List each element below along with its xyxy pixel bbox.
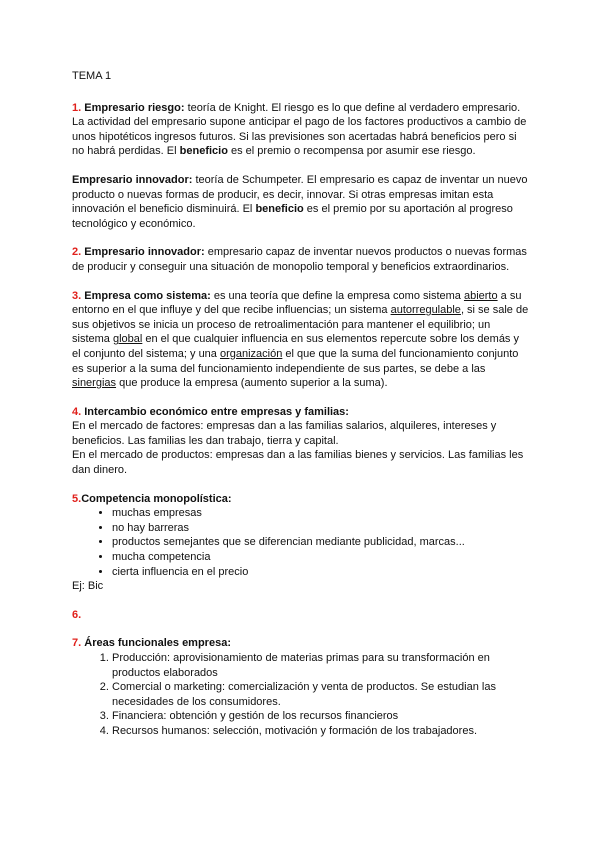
section-5-example: Ej: Bic <box>72 580 104 593</box>
section-4-heading-line <box>72 405 530 420</box>
section-6-heading-line <box>72 608 530 623</box>
section-7 <box>72 636 530 738</box>
section-1-heading: Empresario riesgo: <box>84 101 185 114</box>
section-7-heading-line <box>72 636 530 651</box>
section-5 <box>72 492 530 594</box>
section-3-text-4: en el que cualquier influencia en sus elementos repercute sobre los demás y el conjunto del sistema; y una <box>72 333 519 360</box>
section-7-heading: Áreas funcionales empresa: <box>84 637 231 650</box>
bullet-item: • productos semejantes que se diferencian mediante publicidad, marcas... <box>112 535 530 550</box>
numbered-item: 3. Financiera: obtención y gestión de los recursos financieros <box>112 709 530 724</box>
bullet-item: • muchas empresas <box>112 506 530 521</box>
document-title: TEMA 1 <box>72 70 112 82</box>
section-6-number: 6. <box>72 608 82 621</box>
section-3-text-5: el que que la suma del funcionamiento conjunto es superior a la suma del funcionamiento independiente de sus partes, se debe a las <box>72 347 519 375</box>
section-2-paragraph <box>72 245 530 274</box>
section-3-text-2: a su entorno en el que influye y del que recibe influencias; un sistema <box>72 289 522 317</box>
section-5-heading: Competencia monopolística: <box>81 492 232 505</box>
section-3-text-6: que produce la empresa (aumento superior a la suma). <box>116 377 388 390</box>
section-1b-paragraph <box>72 173 530 231</box>
bullet-item: • cierta influencia en el precio <box>112 565 530 580</box>
section-1b-text-a: teoría de Schumpeter. El empresario es capaz de inventar un nuevo producto o nuevas formas de producir, es decir, innovar. Si otras empresas imitan esta innovación el beneficio disminuirá. El <box>72 173 528 216</box>
numbered-item: 1. Producción: aprovisionamiento de materias primas para su transformación en productos elaborados <box>112 651 530 680</box>
section-4-line-1: En el mercado de factores: empresas dan a las familias salarios, alquileres, intereses y beneficios. Las familias les dan trabajo, tierra y capital. <box>72 420 497 447</box>
section-1-text-a: teoría de Knight. El riesgo es lo que define al verdadero empresario. La actividad del empresario supone anticipar el pago de los factores productivos a cambio de unos hipotéticos ingresos futuros. Si las previsiones son acertadas habrá beneficios pero si no habrá perdidas. El <box>72 101 527 158</box>
section-3-underline-4: organización <box>219 347 283 360</box>
section-2-text: empresario capaz de inventar nuevos productos o nuevas formas de producir y conseguir una situación de monopolio temporal y beneficios extraordinarios. <box>72 246 527 273</box>
section-1b-heading: Empresario innovador: <box>72 173 193 186</box>
section-3-paragraph <box>72 289 530 391</box>
section-5-bullet-list <box>72 506 530 579</box>
section-3-underline-2: autorregulable <box>390 304 461 317</box>
section-2-number: 2. <box>72 246 82 259</box>
section-3-number: 3. <box>72 289 82 302</box>
bullet-item: • no hay barreras <box>112 521 530 536</box>
section-3-underline-3: global <box>112 333 143 346</box>
bullet-item: • mucha competencia <box>112 550 530 565</box>
section-3-heading: Empresa como sistema: <box>84 289 211 302</box>
section-4-number: 4. <box>72 405 82 418</box>
numbered-item: 4. Recursos humanos: selección, motivación y formación de los trabajadores. <box>112 724 530 739</box>
section-7-number: 7. <box>72 637 82 650</box>
section-4-heading: Intercambio económico entre empresas y familias: <box>84 405 349 418</box>
section-7-numbered-list <box>72 651 530 739</box>
section-3-underline-5: sinergias <box>72 377 117 390</box>
section-1-paragraph <box>72 101 530 159</box>
section-2-heading: Empresario innovador: <box>84 246 205 259</box>
section-5-number: 5. <box>72 492 82 505</box>
section-3-text-1: es una teoría que define la empresa como sistema <box>210 289 464 302</box>
section-1b-text-b: es el premio por su aportación al progreso tecnológico y económico. <box>72 203 513 230</box>
section-4 <box>72 405 530 478</box>
section-4-line-2: En el mercado de productos: empresas dan a las familias bienes y servicios. Las familias les dan dinero. <box>72 449 524 477</box>
section-5-heading-line <box>72 492 530 507</box>
section-3-underline-1: abierto <box>463 289 498 302</box>
section-1-text-b: es el premio o recompensa por asumir ese riesgo. <box>227 145 476 158</box>
section-3-text-3: , si se sale de sus objetivos se inicia un proceso de retroalimentación para mantener el equilibrio; un sistema <box>72 304 529 346</box>
section-1b-bold-word: beneficio <box>255 203 304 216</box>
section-1-bold-word: beneficio <box>179 145 228 158</box>
section-1-number: 1. <box>72 101 82 114</box>
numbered-item: 2. Comercial o marketing: comercialización y venta de productos. Se estudian las necesidades de los consumidores. <box>112 680 530 709</box>
